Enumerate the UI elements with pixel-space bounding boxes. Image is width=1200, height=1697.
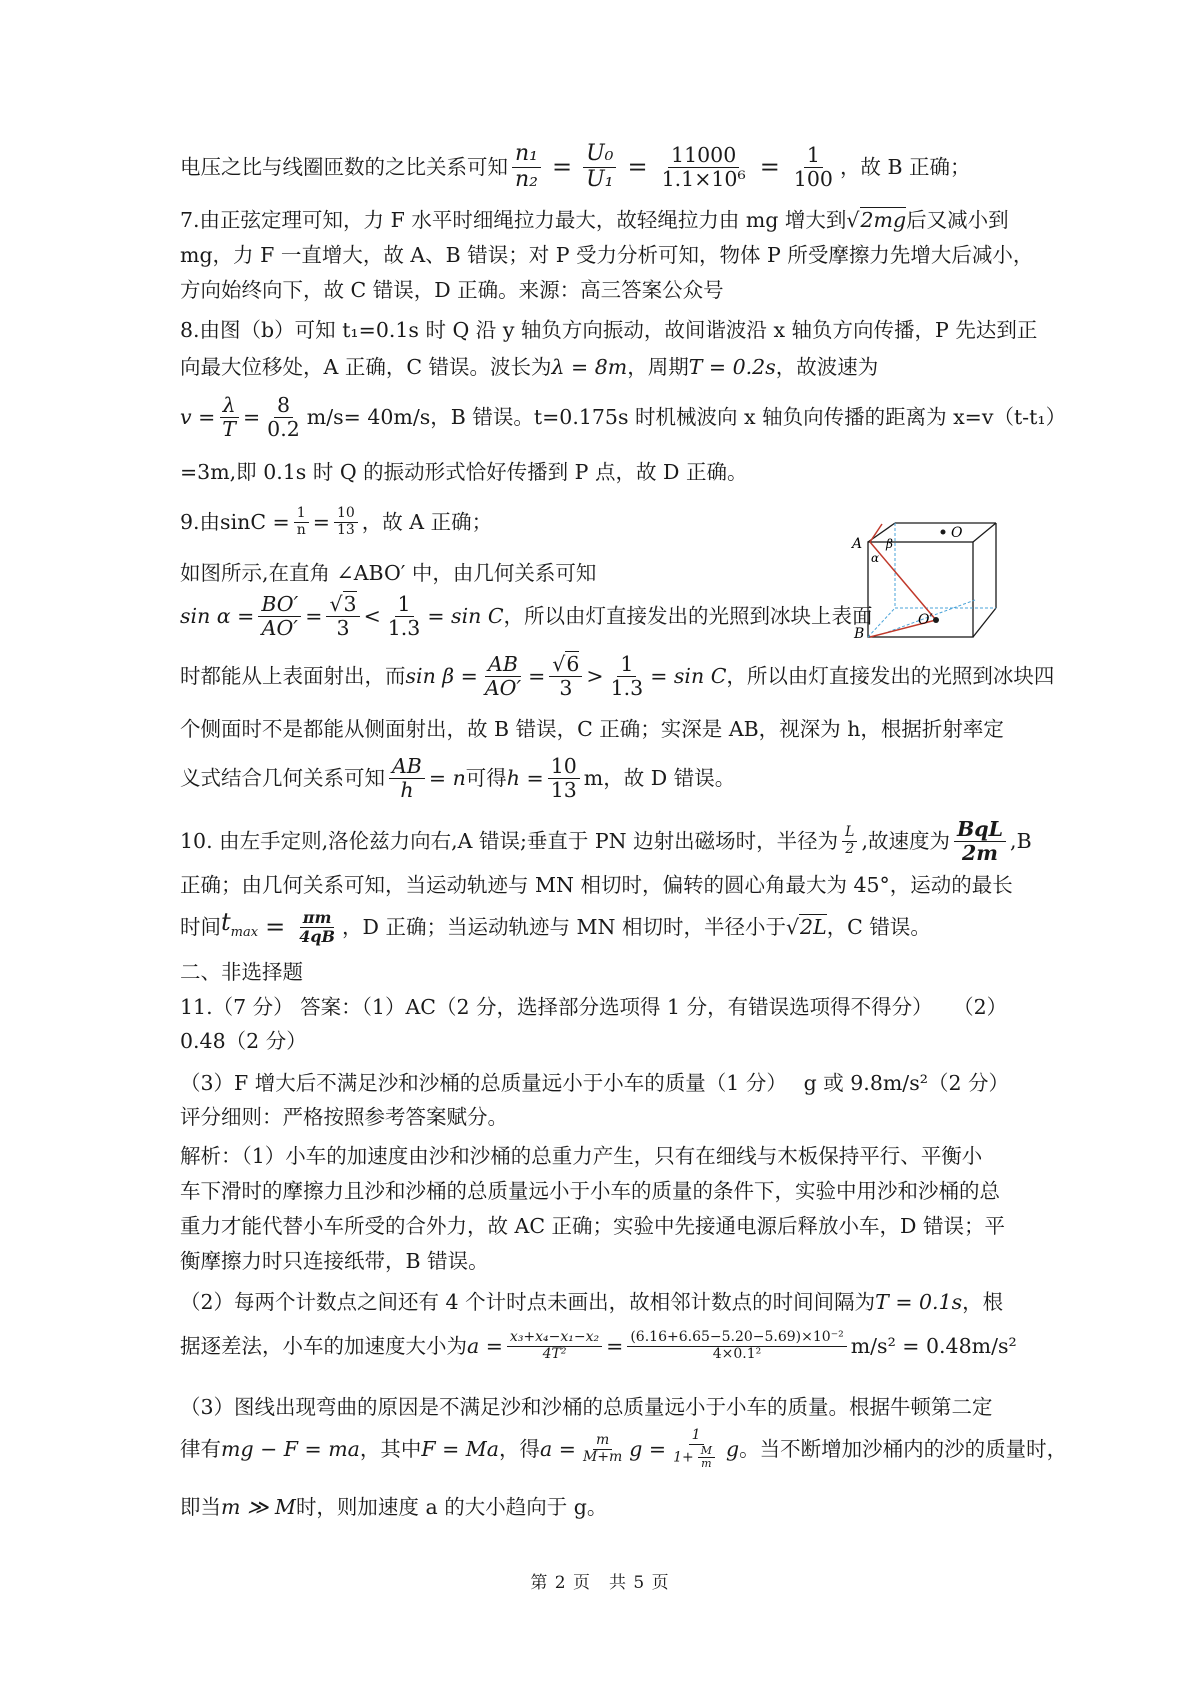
fraction: $\frac{\text{BqL}}{2m}$ bbox=[954, 818, 1006, 864]
label-O: O bbox=[951, 525, 963, 541]
text-line: （3）F 增大后不满足沙和沙桶的总质量远小于小车的质量（1 分） g 或 9.8m/s²（2 分） bbox=[180, 1071, 1010, 1095]
text-line: 车下滑时的摩擦力且沙和沙桶的总质量远小于小车的质量的条件下，实验中用沙和沙桶的总 bbox=[180, 1179, 1000, 1203]
fraction: $\frac{\text{x₃+x₄−x₁−x₂}}{\text{4T²}}$ bbox=[507, 1330, 602, 1362]
text-line: v = $\frac{\lambda}{T}$ = $\frac{8}{0.2}$ m/s = 40m/s ，B 错误。t=0.175s 时机械波向 x 轴负向传播的距离为 x=v（t-t₁） bbox=[180, 392, 1067, 441]
text-line: 9.由sinC = $\frac{1}{n}$ = $\frac{10}{13}$ ，故 A 正确； bbox=[180, 505, 493, 538]
page-footer: 第 2 页 共 5 页 bbox=[530, 1573, 670, 1593]
equals: = bbox=[627, 153, 648, 181]
equals: = bbox=[552, 153, 573, 181]
fraction: $\frac{BO'}{AO'}$ bbox=[258, 593, 301, 639]
fraction: $\frac{\text{(6.16+6.65−5.20−5.69)×10⁻²}}{\text{4×0.1²}}$ bbox=[627, 1330, 846, 1362]
fraction: $\frac{1}{100}$ bbox=[793, 142, 833, 191]
text-line: 解析：（1）小车的加速度由沙和沙桶的总重力产生，只有在细线与木板保持平行、平衡小 bbox=[180, 1144, 983, 1168]
text-line: sin α = $\frac{BO'}{AO'}$ = $\frac{√3}{3}$ < $\frac{1}{1.3}$ = sin C ，所以由灯直接发出的光照到冰块上表面 bbox=[180, 591, 873, 640]
text-line: 衡摩擦力时只连接纸带，B 错误。 bbox=[180, 1249, 489, 1273]
fraction: $\frac{√6}{3}$ bbox=[549, 653, 582, 699]
fraction: $\frac{1}{1.3}$ bbox=[387, 591, 421, 640]
fraction: 1 1+ $\frac{M}{m}$ bbox=[670, 1428, 722, 1470]
fraction: $\frac{1}{1.3}$ bbox=[610, 651, 644, 700]
ice-cube-figure bbox=[848, 520, 998, 640]
text-line: 如图所示,在直角 ∠ABO′ 中，由几何关系可知 bbox=[180, 561, 597, 585]
text-line: 方向始终向下，故 C 错误，D 正确。来源：高三答案公众号 bbox=[180, 278, 724, 302]
label-alpha: α bbox=[871, 551, 880, 565]
text-line: 向最大位移处，A 正确，C 错误。波长为 λ = 8m ，周期 T = 0.2s ，故波速为 bbox=[180, 350, 1030, 384]
math-inline: λ = 8m bbox=[551, 355, 628, 379]
text-line: 据逐差法，小车的加速度大小为 a = $\frac{\text{x₃+x₄−x₁−x₂}}{\text{4T²}}$ = $\frac{\text{(6.16+6.65−5.20−5.69)×10⁻²}}{\text{4×0.1²}}$ m/s² = 0.48m/s² bbox=[180, 1329, 1017, 1362]
fraction: $\frac{m}{M+m}$ bbox=[582, 1432, 623, 1465]
math-inline: T = 0.2s bbox=[688, 355, 776, 379]
label-O-prime: O′ bbox=[918, 612, 933, 628]
text-line: 个侧面时不是都能从侧面射出，故 B 错误，C 正确；实深是 AB，视深为 h，根据折射率定 bbox=[180, 717, 1004, 741]
fraction: $\frac{\text{U₀}}{\text{U₁}}$ bbox=[583, 142, 616, 191]
fraction: $\frac{10}{13}$ bbox=[548, 755, 580, 801]
fraction: $\frac{\lambda}{T}$ bbox=[219, 394, 239, 440]
fraction: $\frac{\pi m}{4qB}$ bbox=[299, 907, 336, 946]
label-B: B bbox=[854, 626, 865, 640]
fraction: $\frac{√3}{3}$ bbox=[326, 593, 359, 639]
text-line: 时间 $t_{max}$ = $\frac{\pi m}{4qB}$ ，D 正确；当运动轨迹与 MN 相切时，半径小于 √2L ，C 错误。 bbox=[180, 907, 931, 946]
text-line: mg，力 F 一直增大，故 A、B 错误；对 P 受力分析可知，物体 P 所受摩擦力先增大后减小， bbox=[180, 243, 1034, 267]
text: 7.由正弦定理可知，力 F 水平时细绳拉力最大，故轻绳拉力由 mg 增大到 bbox=[180, 208, 847, 232]
text-line: 正确；由几何关系可知，当运动轨迹与 MN 相切时，偏转的圆心角最大为 45°，运动的最长 bbox=[180, 873, 1013, 897]
text-line: 0.48（2 分） bbox=[180, 1029, 307, 1053]
text-line: （2）每两个计数点之间还有 4 个计时点未画出，故相邻计数点的时间间隔为 T = 0.1s ，根 bbox=[180, 1290, 1004, 1314]
text: 电压之比与线圈匝数的之比关系可知 bbox=[180, 155, 508, 179]
label-beta: β bbox=[886, 537, 893, 551]
equals: = bbox=[759, 153, 780, 181]
section-heading: 二、非选择题 bbox=[180, 960, 303, 984]
fraction: $\frac{10}{13}$ bbox=[334, 506, 358, 538]
label-A: A bbox=[852, 536, 863, 552]
fraction: $\frac{8}{0.2}$ bbox=[267, 392, 300, 441]
text-line: 时都能从上表面射出，而 sin β = $\frac{AB}{AO'}$ = $\frac{√6}{3}$ > $\frac{1}{1.3}$ = sin C ，所以由灯直接发出的光照到冰块四 bbox=[180, 651, 1055, 700]
fraction: $\frac{AB}{h}$ bbox=[389, 755, 425, 801]
sqrt-expression: √2L bbox=[785, 915, 827, 939]
text-line: 评分细则：严格按照参考答案赋分。 bbox=[180, 1105, 508, 1129]
fraction: $\frac{AB}{AO'}$ bbox=[484, 651, 522, 700]
fraction: $\frac{11000}{\text{1.1×10⁶}}$ bbox=[661, 142, 746, 191]
text-line: 10. 由左手定则,洛伦兹力向右,A 错误;垂直于 PN 边射出磁场时，半径为 $\frac{L}{2}$ ,故速度为 $\frac{\text{BqL}}{2m}$ ,B bbox=[180, 816, 1032, 865]
text-line: =3m,即 0.1s 时 Q 的振动形式恰好传播到 P 点，故 D 正确。 bbox=[180, 460, 748, 484]
text-line: 即当 m ≫ M 时，则加速度 a 的大小趋向于 g。 bbox=[180, 1495, 608, 1519]
fraction: $\frac{L}{2}$ bbox=[842, 825, 857, 857]
text-line bbox=[180, 203, 1030, 237]
text: ，故 B 正确； bbox=[839, 155, 971, 179]
text-line: （3）图线出现弯曲的原因是不满足沙和沙桶的总质量远小于小车的质量。根据牛顿第二定 bbox=[180, 1395, 993, 1419]
fraction: $\frac{1}{n}$ bbox=[294, 506, 309, 538]
text-line: 8.由图（b）可知 t₁=0.1s 时 Q 沿 y 轴负方向振动，故间谐波沿 x 轴负方向传播，P 先达到正 bbox=[180, 318, 1038, 342]
text-line bbox=[180, 140, 1030, 194]
fraction: $\frac{\text{n₁}}{\text{n₂}}$ bbox=[512, 142, 541, 191]
text-line: 重力才能代替小车所受的合外力，故 AC 正确；实验中先接通电源后释放小车，D 错误；平 bbox=[180, 1214, 1005, 1238]
text: 后又减小到 bbox=[906, 208, 1009, 232]
text-line: 律有 mg − F = ma ，其中 F = Ma ，得 a = $\frac{m}{M+m}$ g = 1 1+ $\frac{M}{m}$ g 。当不断增加沙桶内的沙的质量时， bbox=[180, 1427, 1068, 1470]
text-line: 11.（7 分） 答案：（1）AC（2 分，选择部分选项得 1 分，有错误选项得不得分） （2） bbox=[180, 995, 1008, 1019]
sqrt-expression: √2mg bbox=[846, 208, 907, 232]
text-line: 义式结合几何关系可知 $\frac{AB}{h}$ = n 可得 h = $\frac{10}{13}$ m ，故 D 错误。 bbox=[180, 753, 736, 802]
